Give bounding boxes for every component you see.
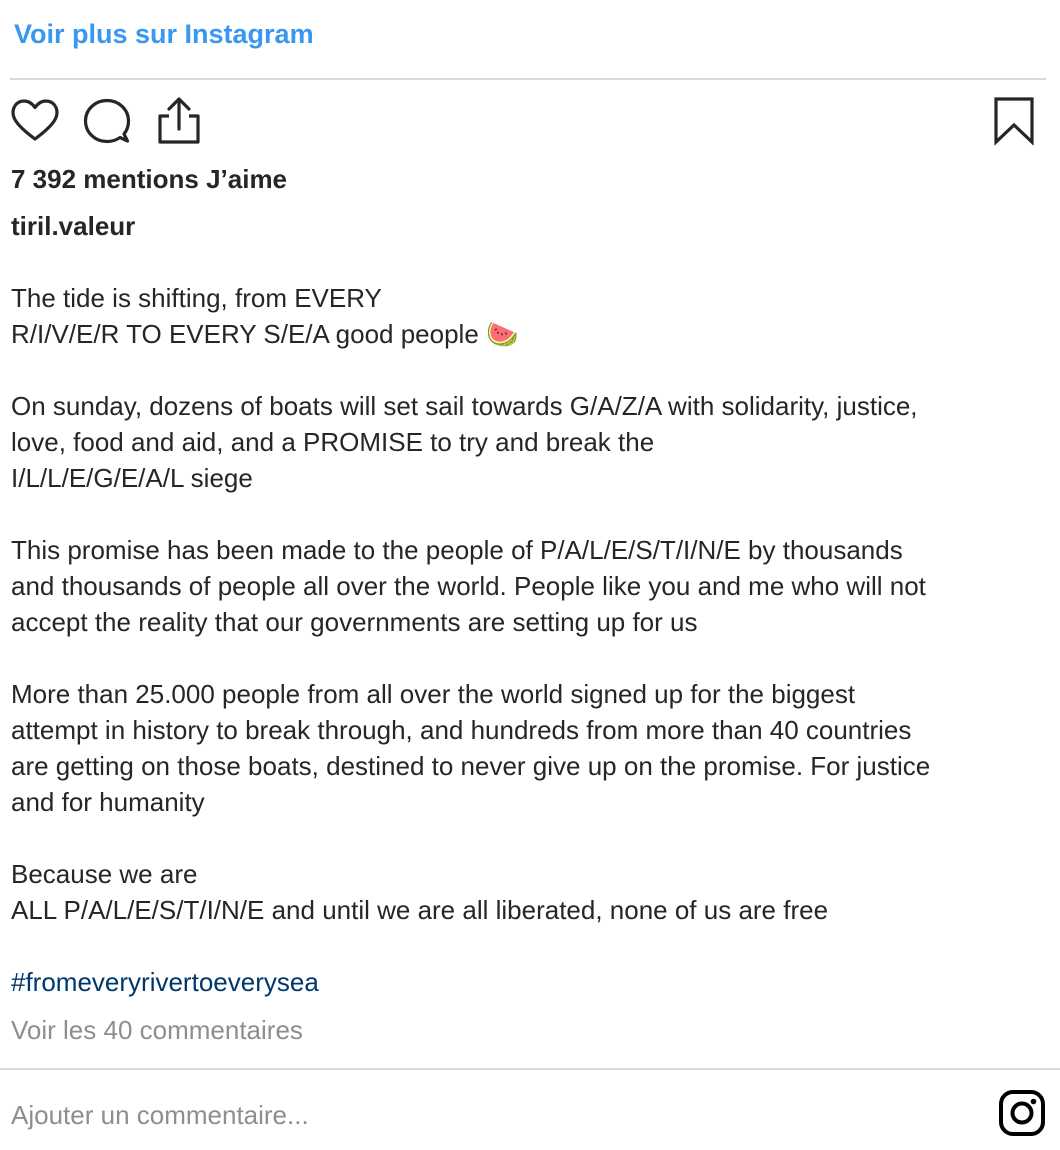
caption-line: and for humanity <box>11 787 205 817</box>
caption-paragraph <box>11 532 1051 640</box>
caption-line: Because we are <box>11 859 198 889</box>
caption-line: The tide is shifting, from EVERY <box>11 283 382 313</box>
comment-button[interactable] <box>82 96 132 146</box>
caption-paragraph <box>11 856 1051 928</box>
bottom-divider <box>0 1068 1060 1070</box>
post-username[interactable]: tiril.valeur <box>11 211 136 241</box>
caption-paragraph <box>11 280 1051 352</box>
share-upload-icon <box>154 96 204 146</box>
add-comment-input[interactable] <box>11 1092 911 1138</box>
caption-line: R/I/V/E/R TO EVERY S/E/A good people 🍉 <box>11 319 519 349</box>
caption-line: are getting on those boats, destined to never give up on the promise. For justice <box>11 751 931 781</box>
caption-line: More than 25.000 people from all over the world signed up for the biggest <box>11 679 856 709</box>
instagram-logo-link[interactable] <box>998 1089 1046 1137</box>
caption-line: On sunday, dozens of boats will set sail towards G/A/Z/A with solidarity, justice, <box>11 391 918 421</box>
bookmark-icon <box>992 96 1036 146</box>
comment-bubble-icon <box>82 96 132 146</box>
caption-paragraph <box>11 388 1051 496</box>
caption-paragraph <box>11 676 1051 820</box>
hashtag-link[interactable]: #fromeveryrivertoeverysea <box>11 967 319 997</box>
caption-line: ALL P/A/L/E/S/T/I/N/E and until we are all liberated, none of us are free <box>11 895 829 925</box>
caption-line: I/L/L/E/G/E/A/L siege <box>11 463 253 493</box>
action-bar <box>10 96 1042 148</box>
caption-line: and thousands of people all over the world. People like you and me who will not <box>11 571 926 601</box>
share-button[interactable] <box>154 96 204 146</box>
caption-line: This promise has been made to the people of P/A/L/E/S/T/I/N/E by thousands <box>11 535 903 565</box>
instagram-logo-icon <box>998 1089 1046 1137</box>
save-button[interactable] <box>992 96 1042 146</box>
caption-line: love, food and aid, and a PROMISE to try and break the <box>11 427 655 457</box>
like-count[interactable]: 7 392 mentions J’aime <box>11 164 288 194</box>
post-caption <box>11 280 1051 964</box>
like-button[interactable] <box>10 96 60 146</box>
caption-line: attempt in history to break through, and hundreds from more than 40 countries <box>11 715 912 745</box>
view-all-comments-link[interactable]: Voir les 40 commentaires <box>11 1015 303 1045</box>
view-more-on-instagram-link[interactable]: Voir plus sur Instagram <box>14 19 314 49</box>
heart-outline-icon <box>10 96 60 146</box>
top-divider <box>10 78 1046 80</box>
caption-line: accept the reality that our governments are setting up for us <box>11 607 698 637</box>
